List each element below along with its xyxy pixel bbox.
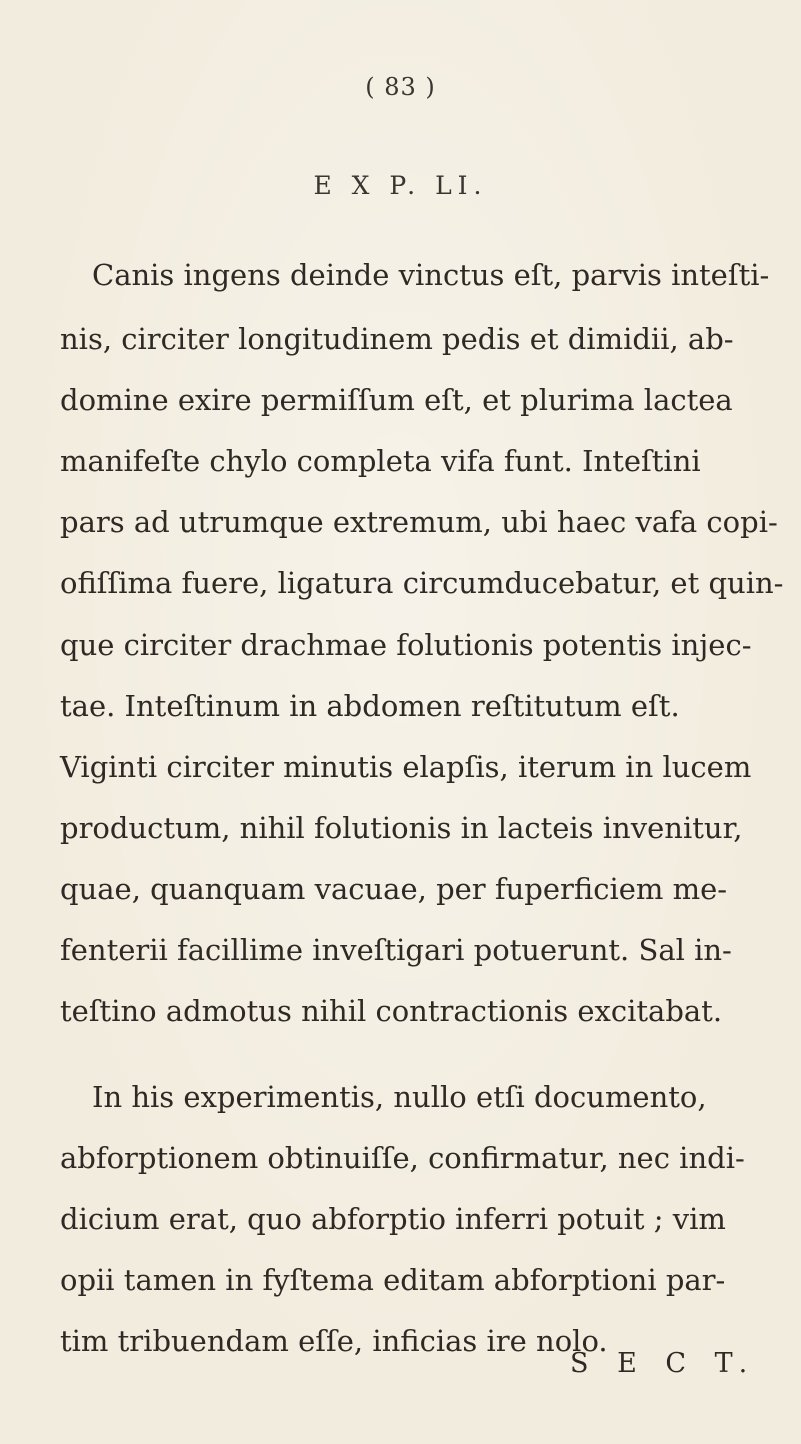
text-line: dicium erat, quo abforptio inferri potuit ; vim — [60, 1202, 726, 1236]
text-line: teſtino admotus nihil contractionis excitabat. — [60, 994, 723, 1028]
text-line: quae, quanquam vacuae, per fuperficiem me- — [60, 872, 728, 906]
text-line: abforptionem obtinuiſſe, confirmatur, nec indi- — [60, 1141, 745, 1175]
text-line: domine exire permiſſum eſt, et plurima lactea — [60, 383, 733, 417]
text-line: Viginti circiter minutis elapſis, iterum in lucem — [60, 750, 752, 784]
text-line: tim tribuendam eſſe, inficias ire nolo. — [60, 1324, 608, 1358]
text-line: nis, circiter longitudinem pedis et dimidii, ab- — [60, 322, 734, 356]
page-number: ( 83 ) — [365, 73, 436, 101]
text-line: tae. Inteſtinum in abdomen reſtitutum eſt. — [60, 689, 680, 723]
text-line: manifeſte chylo completa vifa funt. Inteſtini — [60, 444, 701, 478]
experiment-heading: E X P. LI. — [313, 171, 488, 200]
catchword: S E C T. — [570, 1348, 758, 1379]
text-line: ofiſſima fuere, ligatura circumducebatur, et quin- — [60, 566, 784, 600]
text-line: opii tamen in fyſtema editam abforptioni par- — [60, 1263, 726, 1297]
text-line: In his experimentis, nullo etſi documento, — [92, 1080, 707, 1114]
text-line: Canis ingens deinde vinctus eſt, parvis inteſti- — [92, 258, 770, 292]
text-line: fenterii facillime inveſtigari potuerunt. Sal in- — [60, 933, 732, 967]
text-line: productum, nihil folutionis in lacteis invenitur, — [60, 811, 743, 845]
text-line: pars ad utrumque extremum, ubi haec vafa copi- — [60, 505, 778, 539]
text-line: que circiter drachmae folutionis potentis injec- — [60, 628, 752, 662]
